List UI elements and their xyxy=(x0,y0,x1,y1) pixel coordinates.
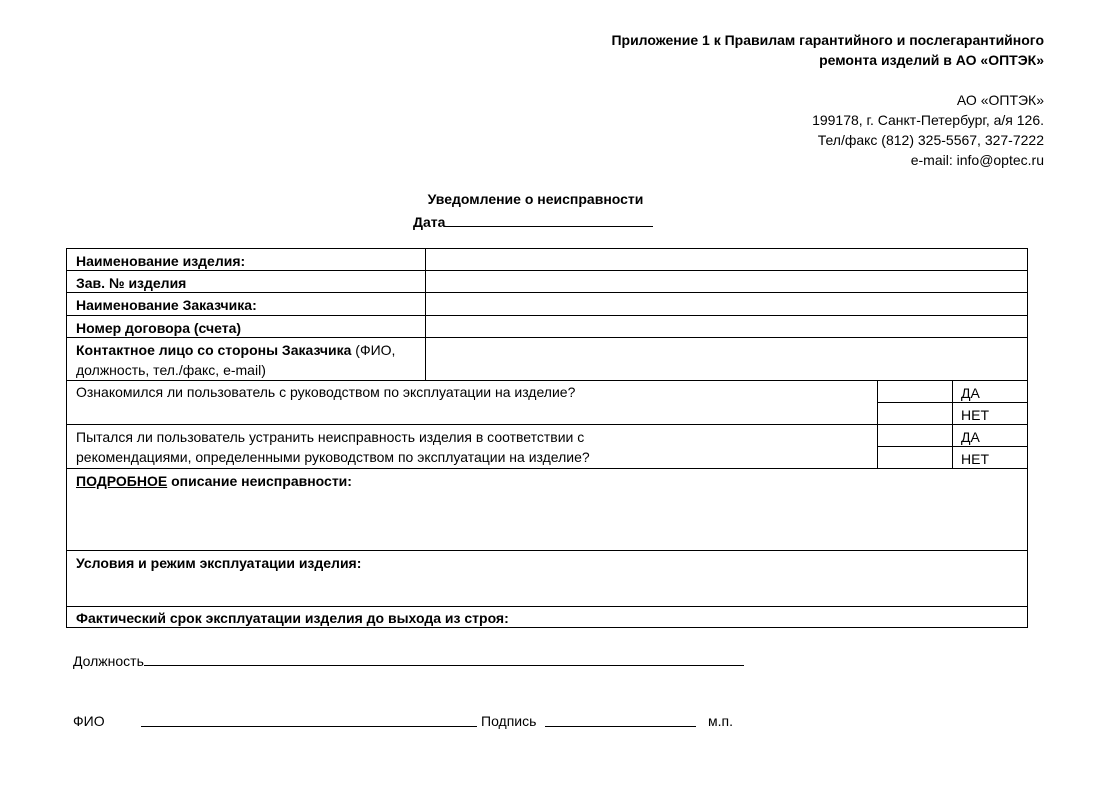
q2-no-label: НЕТ xyxy=(961,451,989,467)
question-attempted-fix-line1: Пытался ли пользователь устранить неисправность изделия в соответствии с xyxy=(76,429,585,445)
stamp-label: м.п. xyxy=(708,713,733,729)
customer-name-field[interactable] xyxy=(426,293,1027,315)
q2-yes-checkbox[interactable] xyxy=(878,425,952,446)
contact-person-label xyxy=(76,340,395,380)
phone-fax: Тел/факс (812) 325-5567, 327-7222 xyxy=(817,132,1044,148)
document-title: Уведомление о неисправности xyxy=(427,191,644,207)
date-blank-line[interactable] xyxy=(445,212,653,227)
position-blank-line[interactable] xyxy=(144,651,744,666)
email-address: e-mail: info@optec.ru xyxy=(910,152,1044,168)
serial-number-field[interactable] xyxy=(426,271,1027,292)
q1-yes-checkbox[interactable] xyxy=(878,381,952,402)
detailed-description-rest: описание неисправности: xyxy=(167,473,352,489)
fio-blank-line[interactable] xyxy=(141,712,477,727)
question-attempted-fix-line2: рекомендациями, определенными руководством по эксплуатации на изделие? xyxy=(76,449,590,465)
question-attempted-fix xyxy=(76,427,590,467)
contact-person-field[interactable] xyxy=(426,338,1027,380)
contact-person-label-line2: должность, тел./факс, e-mail) xyxy=(76,362,266,378)
appendix-line-1: Приложение 1 к Правилам гарантийного и послегарантийного xyxy=(611,32,1044,48)
appendix-line-2: ремонта изделий в АО «ОПТЭК» xyxy=(819,52,1044,68)
serial-number-label: Зав. № изделия xyxy=(76,275,187,291)
q1-yes-label: ДА xyxy=(961,385,980,401)
date-field xyxy=(413,212,653,230)
postal-address: 199178, г. Санкт-Петербург, а/я 126. xyxy=(812,112,1044,128)
product-name-label: Наименование изделия: xyxy=(76,253,246,269)
signature-label: Подпись xyxy=(481,713,537,729)
contract-number-label: Номер договора (счета) xyxy=(76,320,242,336)
detailed-description-label xyxy=(76,471,352,491)
appendix-header xyxy=(611,30,1044,70)
question-manual-read: Ознакомился ли пользователь с руководством по эксплуатации на изделие? xyxy=(76,384,576,400)
contact-person-label-rest: (ФИО, xyxy=(351,342,396,358)
q2-no-checkbox[interactable] xyxy=(878,447,952,468)
detailed-emphasis: ПОДРОБНОЕ xyxy=(76,473,168,489)
product-name-field[interactable] xyxy=(426,249,1027,270)
document-title-row xyxy=(0,191,1115,207)
contact-person-label-bold: Контактное лицо со стороны Заказчика xyxy=(76,342,352,358)
position-label: Должность xyxy=(73,653,144,669)
detailed-description-field[interactable] xyxy=(67,491,1027,550)
q1-no-label: НЕТ xyxy=(961,407,989,423)
q1-no-checkbox[interactable] xyxy=(878,403,952,424)
fio-label: ФИО xyxy=(73,713,105,729)
service-life-label: Фактический срок эксплуатации изделия до выхода из строя: xyxy=(76,610,509,626)
date-label: Дата xyxy=(413,214,446,230)
customer-name-label: Наименование Заказчика: xyxy=(76,297,257,313)
company-name: АО «ОПТЭК» xyxy=(956,92,1044,108)
position-row xyxy=(73,651,744,671)
q2-yes-label: ДА xyxy=(961,429,980,445)
signature-blank-line[interactable] xyxy=(545,712,696,727)
operating-conditions-field[interactable] xyxy=(67,573,1027,606)
operating-conditions-label: Условия и режим эксплуатации изделия: xyxy=(76,555,362,571)
contract-number-field[interactable] xyxy=(426,316,1027,337)
company-address xyxy=(812,90,1044,170)
malfunction-form-table xyxy=(66,248,1028,628)
